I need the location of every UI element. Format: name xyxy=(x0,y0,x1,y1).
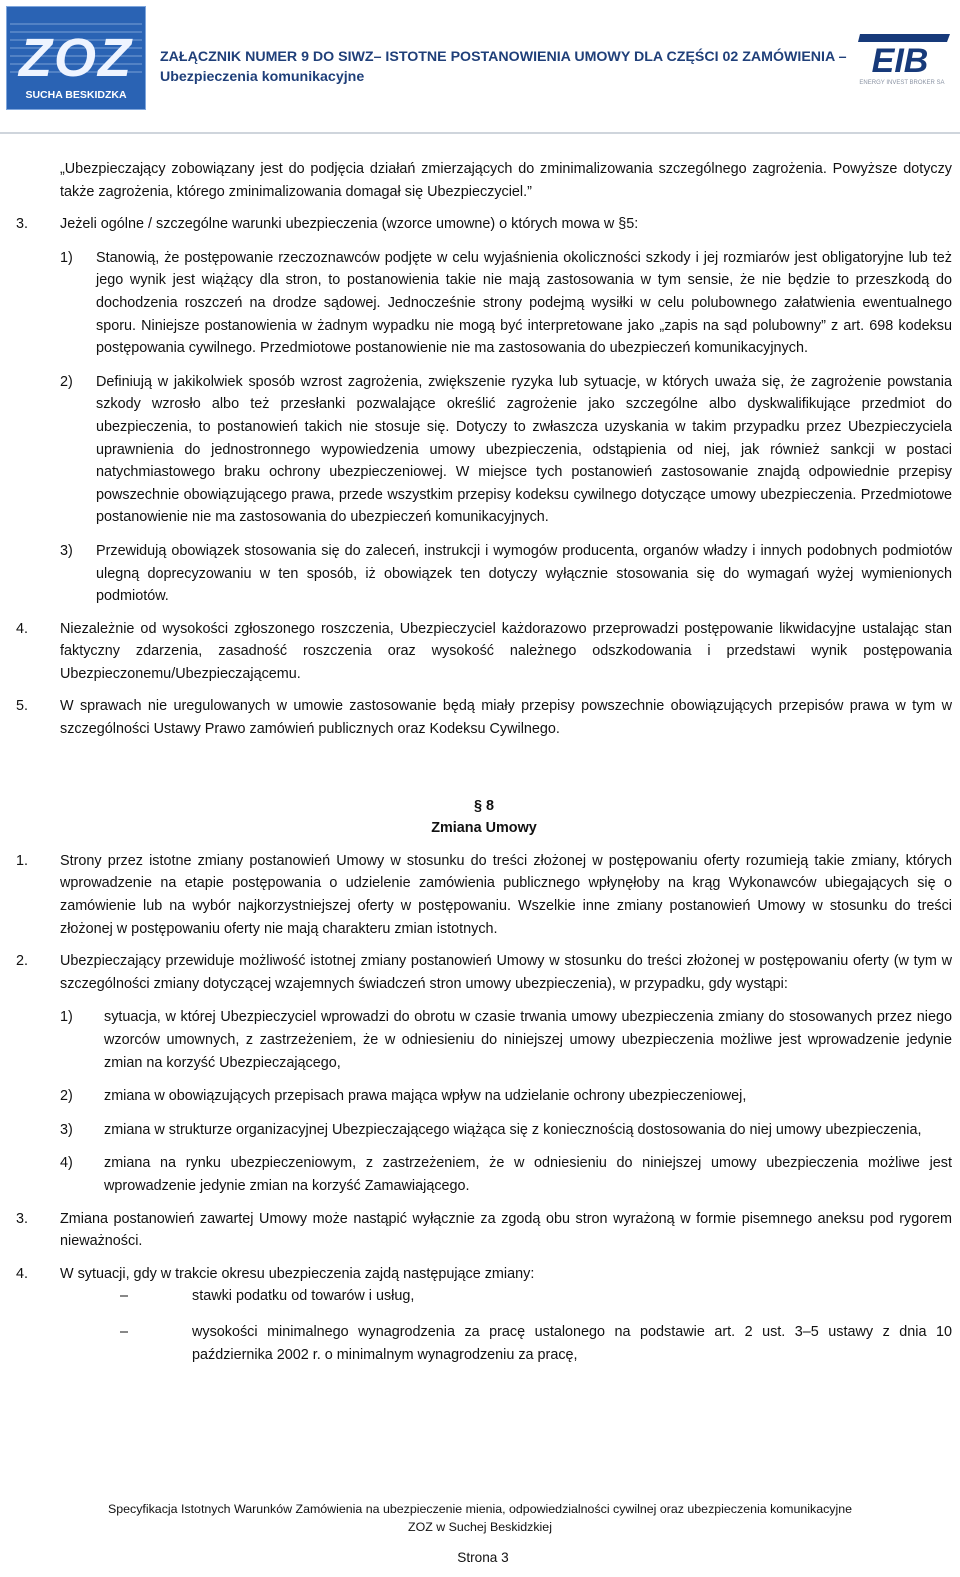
zoz-logo-subtitle: SUCHA BESKIDZKA xyxy=(25,89,127,101)
subclause-number: 2) xyxy=(60,1088,73,1105)
dash-list-item xyxy=(16,1321,952,1366)
clause-text: Jeżeli ogólne / szczególne warunki ubezpieczenia (wzorce umowne) o których mowa w §5: xyxy=(60,216,639,233)
section-clause-2 xyxy=(16,950,952,995)
section-clause-4 xyxy=(16,1263,952,1286)
section-clause-3 xyxy=(16,1208,952,1253)
subclause-text: Definiują w jakikolwiek sposób wzrost zagrożenia, zwiększenie ryzyka lub sytuacje, w których uważa się, że zagrożenie powstania szkody wzrosło albo też przesłanki pozwalające określić zagrożenie jako szczególne albo dyskwalifikujące przedmiot do ubezpieczenia, to postanowień takich nie stosuje się. Dotyczy to zwłaszcza uzyskania w takim przypadku przez Ubezpieczyciela uprawnienia do jednostronnego wypowiedzenia umowy ubezpieczenia, odstąpienia od niej, jak również sankcji w postaci natychmiastowego braku ochrony ubezpieczeniowej. W miejsce tych postanowień zastosowanie znajdą odpowiednie przepisy powszechnie obowiązującego prawa, przede wszystkim przepisy kodeksu cywilnego dotyczące umowy ubezpieczenia. Przedmiotowe postanowienie nie ma zastosowania do ubezpieczeń komunikacyjnych. xyxy=(96,373,952,526)
intro-quote-paragraph: „Ubezpieczający zobowiązany jest do podjęcia działań zmierzających do zminimalizowania szczególnego zagrożenia. Powyższe dotyczy także zagrożenia, którego zminimalizowania domagał się Ubezpieczyciel.” xyxy=(60,161,952,200)
subclause-text: zmiana w strukturze organizacyjnej Ubezpieczającego wiążąca się z koniecznością dostosowania do niej umowy ubezpieczenia, xyxy=(104,1121,922,1138)
subclause-text: zmiana w obowiązujących przepisach prawa mająca wpływ na udzielanie ochrony ubezpieczeniowej, xyxy=(104,1088,747,1105)
footer-line-2: ZOZ w Suchej Beskidzkiej xyxy=(408,1520,552,1534)
clause-number: 5. xyxy=(16,698,29,715)
page-number: Strona 3 xyxy=(457,1550,509,1565)
subclause-text: Stanowią, że postępowanie rzeczoznawców podjęte w celu wyjaśnienia okoliczności szkody i jej rozmiarów jest obligatoryjne lub też jego wynik jest wiążący dla stron, to postanowienia takie nie mają zastosowania w tym sensie, że nie będzie to przeszkodą do dochodzenia roszczeń na drodze sądowej. Jednocześnie strony podejmą wysiłki w celu polubownego załatwienia ewentualnego sporu. Niniejsze postanowienia w żadnym wypadku nie mogą być interpretowane jako „zapis na sąd polubowny” z art. 698 kodeksu postępowania cywilnego. Przedmiotowe postanowienie nie ma zastosowania do ubezpieczeń komunikacyjnych. xyxy=(96,249,952,357)
subclause-text: sytuacja, w której Ubezpieczyciel wprowadzi do obrotu w czasie trwania umowy ubezpieczenia zmiany do stosowanych przez niego wzorców umownych, z zastrzeżeniem, że w odniesieniu do niniejszej umowy ubezpieczenia możliwe jest wprowadzenie jedynie zmian na korzyść Ubezpieczającego, xyxy=(104,1009,952,1071)
subclause-number: 1) xyxy=(60,249,73,266)
section-number: § 8 xyxy=(473,797,494,814)
dash-item-text: stawki podatku od towarów i usług, xyxy=(192,1288,415,1305)
subclause-3-2 xyxy=(60,371,952,529)
subclause-number: 2) xyxy=(60,373,73,390)
header-title-line2: Ubezpieczenia komunikacyjne xyxy=(160,69,365,85)
subclause-text: zmiana na rynku ubezpieczeniowym, z zastrzeżeniem, że w odniesieniu do niniejszej umowy ubezpieczenia możliwe jest wprowadzenie jedynie zmian na korzyść Zamawiającego. xyxy=(104,1155,952,1194)
clause-text: Strony przez istotne zmiany postanowień Umowy w stosunku do treści złożonej w postępowaniu oferty rozumieją takie zmiany, których wprowadzenie na etapie postępowania o udzielenie zamówienia publicznego wpłynęłoby na krąg Wykonawców ubiegających się o zamówienie lub na wybór najkorzystniejszej oferty w postępowaniu. Wszelkie inne zmiany postanowień Umowy w stosunku do treści złożonej w postępowaniu oferty nie mają charakteru zmian istotnych. xyxy=(60,852,952,937)
eib-logo-subtitle: ENERGY INVEST BROKER SA xyxy=(859,80,945,86)
subclause-3-1 xyxy=(60,247,952,360)
dash-item-text: wysokości minimalnego wynagrodzenia za pracę ustalonego na podstawie art. 2 ust. 3–5 ustawy z dnia 10 października 2002 r. o minimalnym wynagrodzeniu za pracę, xyxy=(192,1323,952,1363)
clause-text: Ubezpieczający przewiduje możliwość istotnej zmiany postanowień Umowy w stosunku do treści złożonej w postępowaniu oferty (w tym w szczególności zmiany dotyczącej wzajemnych świadczeń stron umowy ubezpieczenia), w przypadku, gdy wystąpi: xyxy=(60,953,952,992)
footer-line-1: Specyfikacja Istotnych Warunków Zamówienia na ubezpieczenie mienia, odpowiedzialności cywilnej oraz ubezpieczenia komunikacyjne xyxy=(107,1502,853,1516)
zoz-logo-text: ZOZ xyxy=(19,28,133,88)
dash-bullet: – xyxy=(120,1323,129,1340)
clause-number: 2. xyxy=(16,953,29,970)
subclause-2-3 xyxy=(60,1119,952,1142)
eib-logo-text: EIB xyxy=(871,42,929,80)
section-heading xyxy=(16,795,952,840)
subclause-text: Przewidują obowiązek stosowania się do zaleceń, instrukcji i wymogów producenta, organów władzy i innych podobnych podmiotów ulegną doprecyzowaniu w ten sposób, iż obowiązek ten dotyczy wyłącznie stosowania się do wymagań wyżej wymienionych podmiotów. xyxy=(96,542,952,605)
document-header-title xyxy=(160,47,850,87)
section-clause-1 xyxy=(16,850,952,940)
subclause-2-4 xyxy=(60,1152,952,1197)
subclause-number: 1) xyxy=(60,1009,73,1026)
subclause-number: 4) xyxy=(60,1155,73,1172)
section-title: Zmiana Umowy xyxy=(431,820,537,837)
clause-item-5 xyxy=(16,695,952,740)
dash-list-item xyxy=(16,1285,952,1308)
clause-number: 4. xyxy=(16,1265,29,1282)
dash-bullet: – xyxy=(120,1288,129,1305)
clause-number: 1. xyxy=(16,852,29,869)
subclause-number: 3) xyxy=(60,542,73,559)
page-footer xyxy=(0,1500,960,1536)
zoz-logo xyxy=(6,6,146,110)
document-body xyxy=(16,158,952,1366)
subclause-2-1 xyxy=(60,1006,952,1074)
clause-text: Zmiana postanowień zawartej Umowy może nastąpić wyłącznie za zgodą obu stron wyrażoną w formie pisemnego aneksu pod rygorem nieważności. xyxy=(60,1210,952,1250)
subclause-3-3 xyxy=(60,540,952,608)
clause-text: Niezależnie od wysokości zgłoszonego roszczenia, Ubezpieczyciel każdorazowo przeprowadzi postępowanie likwidacyjne ustalając stan faktyczny zdarzenia, zasadność roszczenia oraz wysokość należnego odszkodowania i przedstawi wynik postępowania Ubezpieczonemu/Ubezpieczającemu. xyxy=(60,620,952,682)
clause-number: 3. xyxy=(16,216,29,233)
eib-logo xyxy=(850,22,952,90)
clause-text: W sytuacji, gdy w trakcie okresu ubezpieczenia zajdą następujące zmiany: xyxy=(60,1265,535,1282)
clause-item-3 xyxy=(16,213,952,236)
clause-item-4 xyxy=(16,618,952,686)
subclause-2-2 xyxy=(60,1085,952,1108)
subclause-number: 3) xyxy=(60,1121,73,1138)
clause-text: W sprawach nie uregulowanych w umowie zastosowanie będą miały przepisy powszechnie obowiązujących przepisów prawa w tym w szczególności Ustawy Prawo zamówień publicznych oraz Kodeksu Cywilnego. xyxy=(60,698,952,738)
clause-number: 3. xyxy=(16,1210,29,1227)
clause-number: 4. xyxy=(16,620,29,637)
header-title-line1: ZAŁĄCZNIK NUMER 9 DO SIWZ– ISTOTNE POSTANOWIENIA UMOWY DLA CZĘŚCI 02 ZAMÓWIENIA – xyxy=(160,49,847,65)
page-header xyxy=(0,0,960,134)
